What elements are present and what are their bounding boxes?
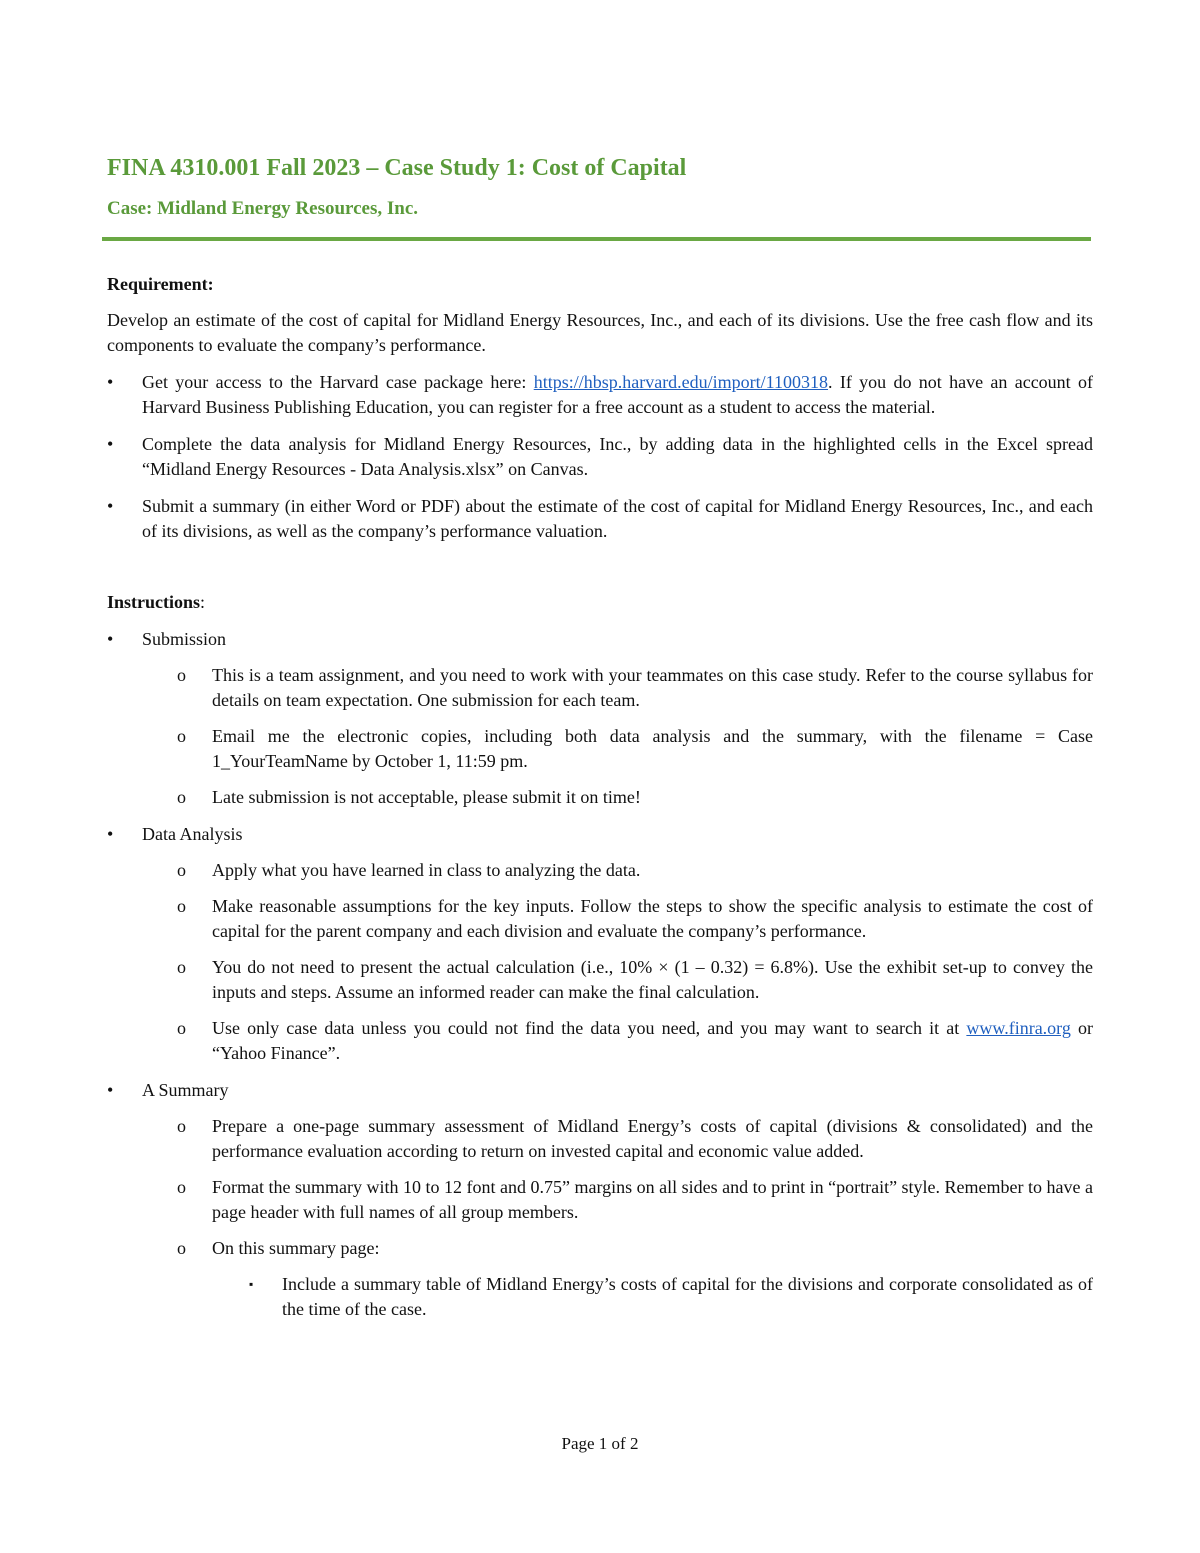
requirement-heading: Requirement: [107, 274, 214, 294]
document-subtitle: Case: Midland Energy Resources, Inc. [107, 198, 419, 219]
circle-marker: o [177, 1018, 186, 1038]
list-item [107, 494, 1093, 544]
title-divider [102, 237, 1091, 241]
list-item [107, 955, 1093, 1005]
instructions-heading: Instructions: [107, 592, 206, 612]
submission-item: Late submission is not acceptable, please submit it on time! [212, 787, 641, 807]
list-item [107, 1114, 1093, 1164]
list-item [107, 370, 1093, 420]
harvard-case-link[interactable]: https://hbsp.harvard.edu/import/1100318 [533, 372, 829, 392]
list-item [107, 822, 1093, 847]
list-item [107, 894, 1093, 944]
finra-link[interactable]: www.finra.org [966, 1018, 1071, 1038]
submission-label: Submission [142, 629, 227, 649]
bullet-marker: • [107, 372, 114, 392]
data-analysis-item: You do not need to present the actual calculation (i.e., 10% × (1 – 0.32) = 6.8%). Use the exhibit set-up to convey the inputs and steps. Assume an informed reader can make the final calculation. [212, 957, 1093, 1002]
document-body [107, 152, 1093, 1322]
list-item [107, 724, 1093, 774]
data-analysis-item: Apply what you have learned in class to analyzing the data. [212, 860, 641, 880]
list-item [107, 432, 1093, 482]
page-number: Page 1 of 2 [561, 1434, 639, 1453]
circle-marker: o [177, 896, 186, 916]
circle-marker: o [177, 1116, 186, 1136]
requirement-list [107, 370, 1093, 544]
circle-marker: o [177, 787, 186, 807]
circle-marker: o [177, 957, 186, 977]
list-item [107, 1175, 1093, 1225]
list-item [107, 1078, 1093, 1103]
circle-marker: o [177, 860, 186, 880]
bullet-marker: • [107, 629, 114, 649]
bullet-text: Complete the data analysis for Midland Energy Resources, Inc., by adding data in the highlighted cells in the Excel spread “Midland Energy Resources - Data Analysis.xlsx” on Canvas. [142, 434, 1093, 479]
list-item [107, 1016, 1093, 1066]
circle-marker: o [177, 1238, 186, 1258]
circle-marker: o [177, 1177, 186, 1197]
bullet-text: Submit a summary (in either Word or PDF) about the estimate of the cost of capital for Midland Energy Resources, Inc., and each of its divisions, as well as the company’s performance valuation. [142, 496, 1093, 541]
data-analysis-text-before: Use only case data unless you could not find the data you need, and you may want to search it at [212, 1018, 967, 1038]
bullet-marker: • [107, 824, 114, 844]
bullet-marker: • [107, 496, 114, 516]
summary-item: On this summary page: [212, 1238, 380, 1258]
data-analysis-text-after: or “Yahoo Finance”. [212, 1018, 1093, 1063]
document-title: FINA 4310.001 Fall 2023 – Case Study 1: Cost of Capital [107, 155, 687, 181]
bullet-marker: • [107, 1080, 114, 1100]
requirement-intro: Develop an estimate of the cost of capital for Midland Energy Resources, Inc., and each of its divisions. Use the free cash flow and its components to evaluate the company’s performance. [107, 310, 1093, 355]
submission-item: This is a team assignment, and you need to work with your teammates on this case study. Refer to the course syllabus for details on team expectation. One submission for each team. [212, 665, 1093, 710]
list-item [107, 858, 1093, 883]
list-item [107, 627, 1093, 652]
data-analysis-item: Make reasonable assumptions for the key inputs. Follow the steps to show the specific analysis to estimate the cost of capital for the parent company and each division and evaluate the company’s performance. [212, 896, 1093, 941]
bullet-text-after: . If you do not have an account of Harvard Business Publishing Education, you can register for a free account as a student to access the material. [142, 372, 1094, 417]
list-item [107, 1272, 1093, 1322]
submission-item: Email me the electronic copies, including both data analysis and the summary, with the filename = Case 1_YourTeamName by October 1, 11:59 pm. [212, 726, 1093, 771]
list-item [107, 663, 1093, 713]
list-item [107, 1236, 1093, 1261]
data-analysis-label: Data Analysis [142, 824, 243, 844]
summary-label: A Summary [142, 1080, 229, 1100]
bullet-text-before: Get your access to the Harvard case package here: [142, 372, 534, 392]
square-marker: ▪ [249, 1277, 254, 1291]
summary-sub-item: Include a summary table of Midland Energy’s costs of capital for the divisions and corporate consolidated as of the time of the case. [282, 1274, 1093, 1319]
instructions-list [107, 627, 1093, 1322]
circle-marker: o [177, 665, 186, 685]
circle-marker: o [177, 726, 186, 746]
summary-item: Format the summary with 10 to 12 font and 0.75” margins on all sides and to print in “portrait” style. Remember to have a page header with full names of all group members. [212, 1177, 1093, 1222]
summary-item: Prepare a one-page summary assessment of Midland Energy’s costs of capital (divisions & consolidated) and the performance evaluation according to return on invested capital and economic value added. [212, 1116, 1093, 1161]
list-item [107, 785, 1093, 810]
bullet-marker: • [107, 434, 114, 454]
